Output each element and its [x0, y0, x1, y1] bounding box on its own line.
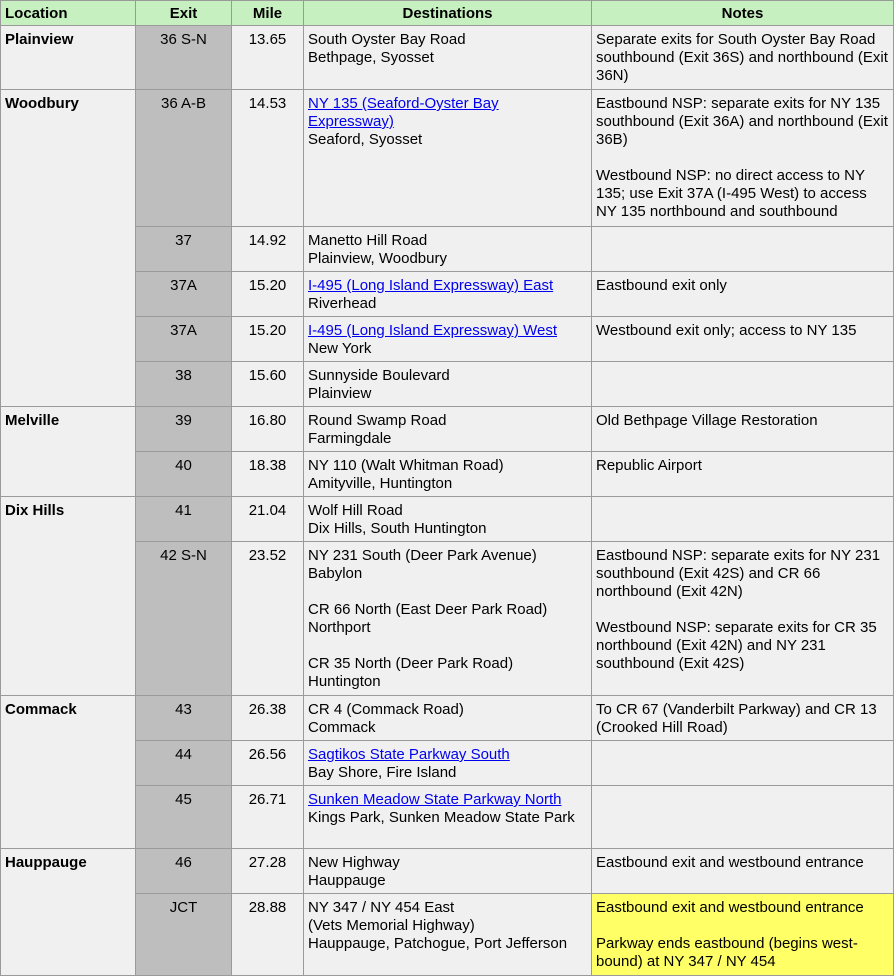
- mile-marker: 15.20: [232, 317, 304, 362]
- destination-line: New Highway: [308, 854, 400, 871]
- destinations-cell: [304, 362, 592, 407]
- destinations-cell: [304, 272, 592, 317]
- notes-cell: [592, 696, 894, 741]
- destination-line: Sunnyside Boulevard: [308, 367, 450, 384]
- spacer: [596, 149, 889, 167]
- exit-number: 41: [136, 497, 232, 542]
- note-text: Eastbound exit and westbound entrance: [596, 854, 864, 871]
- destination-line: Kings Park, Sunken Meadow State Park: [308, 809, 575, 826]
- destination-line: CR 66 North (East Deer Park Road): [308, 601, 548, 618]
- mile-marker: 21.04: [232, 497, 304, 542]
- destinations-cell: [304, 497, 592, 542]
- exit-number: 42 S-N: [136, 542, 232, 696]
- destination-line: Bay Shore, Fire Island: [308, 764, 457, 781]
- destination-line: Farmingdale: [308, 430, 392, 447]
- notes-cell: [592, 452, 894, 497]
- mile-marker: 23.52: [232, 542, 304, 696]
- mile-marker: 14.92: [232, 227, 304, 272]
- table-row: [1, 90, 894, 227]
- exit-number: 43: [136, 696, 232, 741]
- note-text: Republic Airport: [596, 457, 702, 474]
- destinations-cell: [304, 26, 592, 90]
- destination-line: Northport: [308, 619, 371, 636]
- destinations-cell: [304, 894, 592, 976]
- destinations-cell: [304, 696, 592, 741]
- destination-line: South Oyster Bay Road: [308, 31, 466, 48]
- route-link[interactable]: I-495 (Long Island Expressway) East: [308, 277, 554, 294]
- table-row: [1, 407, 894, 452]
- note-text: To CR 67 (Vanderbilt Parkway) and CR 13 (Crooked Hill Road): [596, 701, 877, 736]
- notes-cell: [592, 407, 894, 452]
- destination-line: Commack: [308, 719, 376, 736]
- location-cell: Melville: [1, 407, 136, 497]
- destinations-cell: [304, 90, 592, 227]
- exit-number: 46: [136, 849, 232, 894]
- note-text: Westbound NSP: no direct access to NY 135; use Exit 37A (I-495 West) to access NY 135 northbound and southbound: [596, 167, 867, 220]
- destinations-cell: [304, 542, 592, 696]
- destination-line: Babylon: [308, 565, 363, 582]
- destination-line: Plainview, Woodbury: [308, 250, 447, 267]
- notes-cell: [592, 90, 894, 227]
- exit-number: 40: [136, 452, 232, 497]
- destination-line: New York: [308, 340, 372, 357]
- destinations-cell: [304, 407, 592, 452]
- header-notes: Notes: [592, 1, 894, 26]
- spacer: [596, 601, 889, 619]
- location-cell: Dix Hills: [1, 497, 136, 696]
- route-link-wrap: [308, 277, 587, 295]
- exit-number: JCT: [136, 894, 232, 976]
- table-row: [1, 497, 894, 542]
- location-cell: Woodbury: [1, 90, 136, 407]
- exit-number: 37A: [136, 317, 232, 362]
- header-location: Location: [1, 1, 136, 26]
- route-link[interactable]: I-495 (Long Island Expressway) West: [308, 322, 558, 339]
- destinations-cell: [304, 849, 592, 894]
- route-link-wrap: [308, 322, 587, 340]
- spacer: [308, 583, 587, 601]
- note-text: Old Bethpage Village Restoration: [596, 412, 818, 429]
- destination-line: (Vets Memorial Highway): [308, 917, 475, 934]
- notes-cell: [592, 317, 894, 362]
- note-text: Parkway ends eastbound (begins west-bound) at NY 347 / NY 454: [596, 935, 858, 970]
- mile-marker: 18.38: [232, 452, 304, 497]
- destinations-cell: [304, 452, 592, 497]
- destinations-cell: [304, 786, 592, 849]
- destination-line: Hauppauge: [308, 872, 386, 889]
- destinations-cell: [304, 317, 592, 362]
- exit-number: 36 A-B: [136, 90, 232, 227]
- destination-line: CR 4 (Commack Road): [308, 701, 464, 718]
- route-link[interactable]: Sunken Meadow State Parkway North: [308, 791, 562, 808]
- notes-cell: [592, 741, 894, 786]
- note-text: Westbound NSP: separate exits for CR 35 northbound (Exit 42N) and NY 231 southbound (Exit 42S): [596, 619, 877, 672]
- destination-line: Manetto Hill Road: [308, 232, 428, 249]
- mile-marker: 27.28: [232, 849, 304, 894]
- location-cell: Plainview: [1, 26, 136, 90]
- header-mile: Mile: [232, 1, 304, 26]
- notes-cell: [592, 362, 894, 407]
- destination-line: Huntington: [308, 673, 381, 690]
- note-text: Eastbound NSP: separate exits for NY 231 southbound (Exit 42S) and CR 66 northbound (Exit 42N): [596, 547, 881, 600]
- destination-line: Plainview: [308, 385, 372, 402]
- destinations-cell: [304, 227, 592, 272]
- destination-line: Seaford, Syosset: [308, 131, 423, 148]
- route-link-wrap: [308, 95, 587, 131]
- destination-line: NY 347 / NY 454 East: [308, 899, 455, 916]
- exit-number: 36 S-N: [136, 26, 232, 90]
- table-row: [1, 849, 894, 894]
- note-text: Eastbound NSP: separate exits for NY 135 southbound (Exit 36A) and northbound (Exit 36B): [596, 95, 888, 148]
- mile-marker: 28.88: [232, 894, 304, 976]
- mile-marker: 15.60: [232, 362, 304, 407]
- route-link[interactable]: NY 135 (Seaford-Oyster Bay Expressway): [308, 95, 499, 130]
- note-text: Eastbound exit and westbound entrance: [596, 899, 864, 916]
- destination-line: NY 231 South (Deer Park Avenue): [308, 547, 537, 564]
- mile-marker: 26.71: [232, 786, 304, 849]
- mile-marker: 15.20: [232, 272, 304, 317]
- destination-line: Hauppauge, Patchogue, Port Jefferson: [308, 935, 568, 952]
- destination-line: Round Swamp Road: [308, 412, 447, 429]
- destinations-cell: [304, 741, 592, 786]
- note-text: Westbound exit only; access to NY 135: [596, 322, 857, 339]
- route-link[interactable]: Sagtikos State Parkway South: [308, 746, 510, 763]
- mile-marker: 14.53: [232, 90, 304, 227]
- destination-line: Riverhead: [308, 295, 377, 312]
- mile-marker: 13.65: [232, 26, 304, 90]
- exit-number: 39: [136, 407, 232, 452]
- note-text: Separate exits for South Oyster Bay Road southbound (Exit 36S) and northbound (Exit 36N): [596, 31, 888, 84]
- route-link-wrap: [308, 746, 587, 764]
- exit-number: 38: [136, 362, 232, 407]
- notes-cell: [592, 849, 894, 894]
- table-row: [1, 696, 894, 741]
- mile-marker: 26.56: [232, 741, 304, 786]
- location-cell: Hauppauge: [1, 849, 136, 976]
- notes-cell: [592, 894, 894, 976]
- table-row: [1, 26, 894, 90]
- header-destinations: Destinations: [304, 1, 592, 26]
- spacer: [308, 637, 587, 655]
- destination-line: Dix Hills, South Huntington: [308, 520, 487, 537]
- exit-number: 37A: [136, 272, 232, 317]
- notes-cell: [592, 542, 894, 696]
- header-row: [1, 1, 894, 26]
- header-exit: Exit: [136, 1, 232, 26]
- mile-marker: 16.80: [232, 407, 304, 452]
- destination-line: NY 110 (Walt Whitman Road): [308, 457, 504, 474]
- destination-line: CR 35 North (Deer Park Road): [308, 655, 514, 672]
- exit-number: 45: [136, 786, 232, 849]
- location-cell: Commack: [1, 696, 136, 849]
- notes-cell: [592, 497, 894, 542]
- exit-number: 44: [136, 741, 232, 786]
- destination-line: Bethpage, Syosset: [308, 49, 434, 66]
- note-text: Eastbound exit only: [596, 277, 727, 294]
- notes-cell: [592, 26, 894, 90]
- route-link-wrap: [308, 791, 587, 809]
- notes-cell: [592, 227, 894, 272]
- exit-number: 37: [136, 227, 232, 272]
- mile-marker: 26.38: [232, 696, 304, 741]
- destination-line: Wolf Hill Road: [308, 502, 403, 519]
- destination-line: Amityville, Huntington: [308, 475, 453, 492]
- spacer: [596, 917, 889, 935]
- notes-cell: [592, 272, 894, 317]
- notes-cell: [592, 786, 894, 849]
